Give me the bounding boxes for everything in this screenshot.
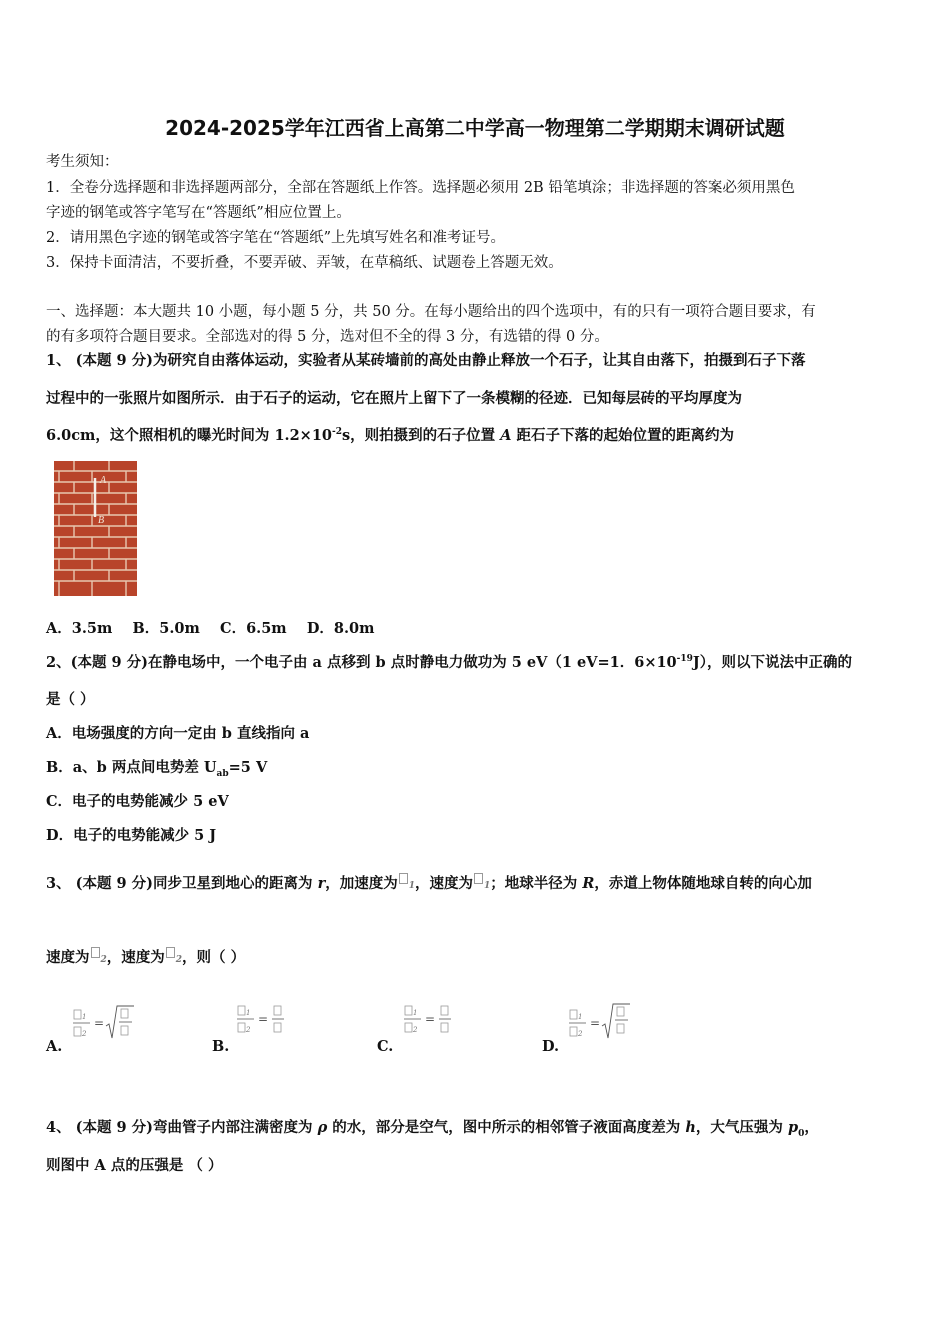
svg-text:2: 2 (413, 1026, 418, 1034)
q2-option-a: A．电场强度的方向一定由 b 直线指向 a (46, 725, 310, 742)
photo-label-a: A (100, 475, 107, 486)
q2-option-d: D．电子的电势能减少 5 J (46, 827, 217, 844)
q3-option-d-label: D. (542, 1038, 560, 1055)
svg-text:2: 2 (246, 1026, 251, 1034)
page-title: 2024-2025学年江西省上高第二中学高一物理第二学期期末调研试题 (165, 116, 785, 140)
q3-option-b (212, 1000, 332, 1060)
q3-formula-c-icon (403, 1000, 463, 1044)
q1-options: A．3.5m B．5.0m C．6.5m D．8.0m (46, 620, 375, 637)
q4-line-a: 4、 (本题 9 分)弯曲管子内部注满密度为 ρ 的水，部分是空气，图中所示的相邻管子液面高度差为 h，大气压强为 $p_0$， (46, 1119, 819, 1139)
formula-placeholder-icon (166, 947, 175, 958)
formula-placeholder-icon (91, 947, 100, 958)
q3-formula-b-icon (236, 1000, 296, 1044)
svg-text:=: = (425, 1012, 436, 1026)
q2-option-c: C．电子的电势能减少 5 eV (46, 793, 229, 810)
q3-line-b: 速度为 2，速度为 2，则（ ） (46, 949, 246, 966)
notice-item-2: 2．请用黑色字迹的钢笔或答字笔在“答题纸”上先填写姓名和准考证号。 (46, 230, 506, 246)
q3-formula-d-icon (568, 1000, 638, 1044)
notice-item-1b: 字迹的钢笔或答字笔写在“答题纸”相应位置上。 (46, 205, 351, 221)
svg-text:1: 1 (578, 1013, 583, 1021)
q3-option-c-label: C. (377, 1038, 394, 1055)
photo-label-b: B (98, 515, 105, 526)
q3-formula-a-icon (72, 1000, 142, 1044)
svg-text:1: 1 (413, 1009, 418, 1017)
svg-text:2: 2 (578, 1030, 583, 1038)
notice-item-1a: 1．全卷分选择题和非选择题两部分，全部在答题纸上作答。选择题必须用 2B 铅笔填涂；非选择题的答案必须用黑色 (46, 180, 795, 196)
q3-option-d (542, 1000, 662, 1060)
section-intro-a: 一、选择题：本大题共 10 小题，每小题 5 分，共 50 分。在每小题给出的四个选项中，有的只有一项符合题目要求，有 (46, 304, 816, 320)
svg-text:=: = (258, 1012, 269, 1026)
svg-text:=: = (94, 1016, 105, 1030)
q2-line-a: 2、(本题 9 分)在静电场中，一个电子由 a 点移到 b 点时静电力做功为 5 eV（1 eV=1．$6\times 10^{-19}J$），则以下说法中正确的 (46, 654, 853, 671)
formula-placeholder-icon (474, 873, 483, 884)
brick-wall-photo (54, 461, 137, 596)
svg-text:1: 1 (82, 1013, 87, 1021)
section-intro-b: 的有多项符合题目要求。全部选对的得 5 分，选对但不全的得 3 分，有选错的得 0 分。 (46, 329, 609, 345)
q3-option-b-label: B. (212, 1038, 230, 1055)
q3-option-a (46, 1000, 166, 1060)
q1-line-c: 6.0cm，这个照相机的曝光时间为 $1.2\times 10^{-2}s$，则拍摄到的石子位置 A 距石子下落的起始位置的距离约为 (46, 427, 735, 444)
formula-placeholder-icon (399, 873, 408, 884)
q2-line-b: 是（ ） (46, 691, 95, 708)
svg-text:=: = (590, 1016, 601, 1030)
q1-line-a: 1、 (本题 9 分)为研究自由落体运动，实验者从某砖墙前的高处由静止释放一个石子，让其自由落下，拍摄到石子下落 (46, 352, 806, 369)
q3-line-a: 3、 (本题 9 分)同步卫星到地心的距离为 r，加速度为 1，速度为 1；地球半径为 R，赤道上物体随地球自转的向心加 (46, 875, 812, 892)
q2-option-b: B．a、b 两点间电势差 $U_{ab}=5$ V (46, 759, 268, 779)
svg-text:1: 1 (246, 1009, 251, 1017)
q1-line-b: 过程中的一张照片如图所示．由于石子的运动，它在照片上留下了一条模糊的径迹．已知每层砖的平均厚度为 (46, 390, 742, 407)
notice-heading: 考生须知： (46, 154, 119, 170)
svg-text:2: 2 (82, 1030, 87, 1038)
q3-option-c (377, 1000, 497, 1060)
notice-item-3: 3．保持卡面清洁，不要折叠，不要弄破、弄皱，在草稿纸、试题卷上答题无效。 (46, 255, 563, 271)
q4-line-b: 则图中 A 点的压强是 （ ） (46, 1157, 223, 1174)
q3-option-a-label: A. (46, 1038, 63, 1055)
